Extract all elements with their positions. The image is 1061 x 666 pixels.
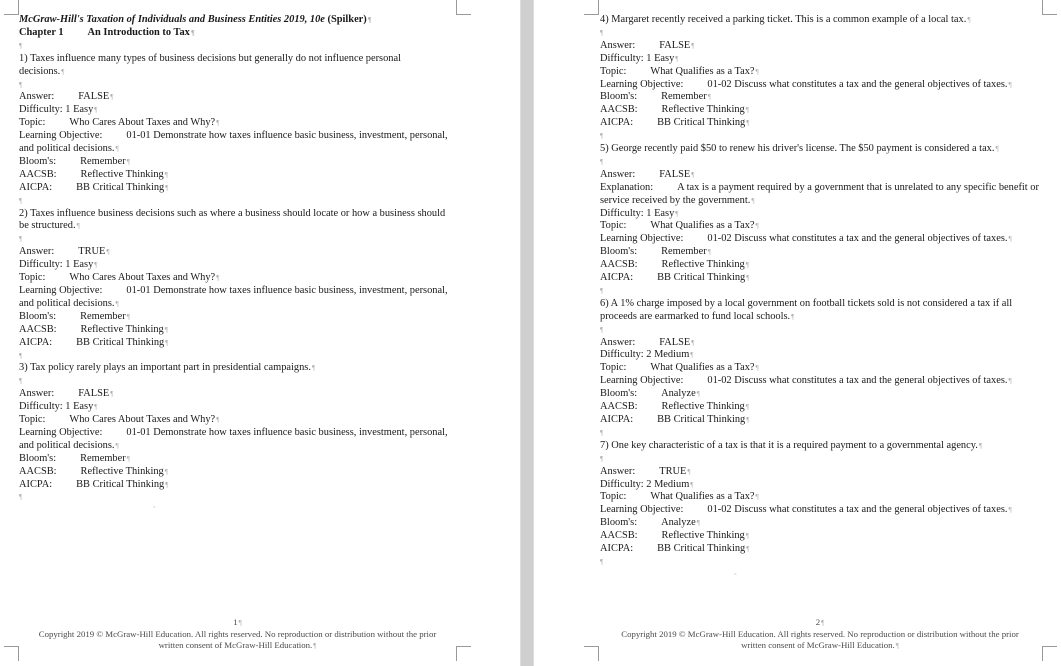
crop-mark (4, 646, 19, 661)
page-2-footer (600, 617, 1040, 652)
question-text: 2) Taxes influence business decisions such as where a business should locate or how a business should be structured.¶ (19, 207, 446, 232)
paragraph-mark: ¶ (600, 557, 604, 566)
page-gap-shade (521, 0, 533, 666)
objective-line: Learning Objective: 01-02 Discuss what constitutes a tax and the general objectives of taxes.¶ (600, 233, 1012, 245)
paragraph-mark: ¶ (19, 196, 23, 205)
paragraph-mark: ¶ (19, 235, 23, 244)
answer-line: Answer: TRUE¶ (19, 246, 110, 258)
objective-line: Learning Objective: 01-02 Discuss what constitutes a tax and the general objectives of taxes.¶ (600, 78, 1012, 90)
aicpa-line: AICPA: BB Critical Thinking¶ (19, 336, 169, 348)
paragraph-mark: ¶ (600, 28, 604, 37)
crop-mark (1042, 0, 1057, 15)
aacsb-line: AACSB: Reflective Thinking¶ (600, 259, 749, 271)
answer-line: Answer: FALSE¶ (600, 336, 695, 348)
document-title: McGraw-Hill's Taxation of Individuals and Business Entities 2019, 10e (Spilker)¶ (19, 14, 372, 25)
aacsb-line: AACSB: Reflective Thinking¶ (19, 323, 168, 335)
paragraph-mark: ¶ (600, 454, 604, 463)
blooms-line: Bloom's: Analyze¶ (600, 388, 700, 400)
paragraph-mark: ¶ (19, 493, 23, 502)
blooms-line: Bloom's: Remember¶ (600, 246, 711, 258)
paragraph-mark: ¶ (19, 351, 23, 360)
blooms-line: Bloom's: Remember¶ (19, 310, 130, 322)
answer-line: Answer: FALSE¶ (19, 388, 114, 400)
question-text: 1) Taxes influence many types of business decisions but generally do not influence personal decisions.¶ (19, 52, 401, 77)
question-text: 6) A 1% charge imposed by a local government on football tickets sold is not considered a tax if all proceeds are earmarked to fund local schools.¶ (600, 297, 1013, 322)
topic-line: Topic: What Qualifies as a Tax?¶ (600, 362, 759, 374)
difficulty-line: Difficulty: 2 Medium¶ (600, 349, 694, 361)
question-text: 4) Margaret recently received a parking ticket. This is a common example of a local tax.¶ (600, 14, 971, 25)
difficulty-line: Difficulty: 1 Easy¶ (19, 259, 98, 271)
aacsb-line: AACSB: Reflective Thinking¶ (19, 168, 168, 180)
objective-line: Learning Objective: 01-02 Discuss what constitutes a tax and the general objectives of taxes.¶ (600, 504, 1012, 516)
crop-mark (584, 646, 599, 661)
topic-line: Topic: Who Cares About Taxes and Why?¶ (19, 414, 220, 425)
objective-line: Learning Objective: 01-01 Demonstrate how taxes influence basic business, investment, personal, and political decisions.¶ (19, 130, 448, 155)
answer-line: Answer: FALSE¶ (19, 91, 114, 103)
footer-consent: written consent of McGraw-Hill Education.¶ (741, 640, 899, 650)
topic-line: Topic: What Qualifies as a Tax?¶ (600, 65, 759, 77)
question-text: 5) George recently paid $50 to renew his driver's license. The $50 payment is considered a tax.¶ (600, 143, 999, 155)
aicpa-line: AICPA: BB Critical Thinking¶ (600, 543, 750, 555)
page-number: 2¶ (815, 617, 825, 627)
objective-line: Learning Objective: 01-01 Demonstrate how taxes influence basic business, investment, personal, and political decisions.¶ (19, 284, 448, 309)
topic-line: Topic: What Qualifies as a Tax?¶ (600, 491, 759, 503)
objective-line: Learning Objective: 01-02 Discuss what constitutes a tax and the general objectives of taxes.¶ (600, 375, 1012, 387)
answer-line: Answer: FALSE¶ (600, 168, 695, 180)
difficulty-line: Difficulty: 2 Medium¶ (600, 478, 694, 490)
explanation-line: Explanation: A tax is a payment required by a government that is unrelated to any specific benefit or service received by the government.¶ (600, 181, 1039, 206)
aacsb-line: AACSB: Reflective Thinking¶ (19, 465, 168, 477)
footer-copyright: Copyright 2019 © McGraw-Hill Education. All rights reserved. No reproduction or distribution without the prior (38, 629, 437, 639)
page-1-content (19, 14, 449, 504)
page-1-footer (20, 617, 455, 652)
aacsb-line: AACSB: Reflective Thinking¶ (600, 530, 749, 542)
chapter-heading: Chapter 1 An Introduction to Tax¶ (19, 26, 195, 38)
topic-line: Topic: What Qualifies as a Tax?¶ (600, 220, 759, 232)
blooms-line: Bloom's: Remember¶ (19, 452, 130, 464)
paragraph-mark: ¶ (600, 325, 604, 334)
paragraph-mark: ¶ (19, 377, 23, 386)
question-text: 3) Tax policy rarely plays an important part in presidential campaigns.¶ (19, 362, 316, 374)
aacsb-line: AACSB: Reflective Thinking¶ (600, 104, 749, 116)
paragraph-mark: ¶ (600, 157, 604, 166)
aicpa-line: AICPA: BB Critical Thinking¶ (600, 117, 750, 129)
page-2-content (600, 14, 1040, 569)
aacsb-line: AACSB: Reflective Thinking¶ (600, 401, 749, 413)
paragraph-mark: ¶ (19, 80, 23, 89)
topic-line: Topic: Who Cares About Taxes and Why?¶ (19, 117, 220, 129)
section-mark: ◦ (153, 503, 156, 511)
footer-copyright: Copyright 2019 © McGraw-Hill Education. All rights reserved. No reproduction or distribution without the prior (621, 629, 1019, 639)
answer-line: Answer: FALSE¶ (600, 39, 695, 51)
page-number: 1¶ (233, 617, 242, 627)
answer-line: Answer: TRUE¶ (600, 465, 691, 477)
crop-mark (584, 0, 599, 15)
blooms-line: Bloom's: Remember¶ (19, 155, 130, 167)
paragraph-mark: ¶ (600, 428, 604, 437)
crop-mark (1042, 646, 1057, 661)
difficulty-line: Difficulty: 1 Easy¶ (600, 52, 679, 64)
topic-line: Topic: Who Cares About Taxes and Why?¶ (19, 272, 220, 284)
aicpa-line: AICPA: BB Critical Thinking¶ (19, 478, 169, 490)
aicpa-line: AICPA: BB Critical Thinking¶ (600, 414, 750, 426)
document-page-1[interactable] (0, 0, 520, 666)
difficulty-line: Difficulty: 1 Easy¶ (19, 401, 98, 413)
blooms-line: Bloom's: Remember¶ (600, 91, 711, 103)
aicpa-line: AICPA: BB Critical Thinking¶ (600, 272, 750, 284)
crop-mark (456, 646, 471, 661)
paragraph-mark: ¶ (19, 41, 23, 50)
section-mark: ◦ (734, 570, 737, 578)
aicpa-line: AICPA: BB Critical Thinking¶ (19, 181, 169, 193)
objective-line: Learning Objective: 01-01 Demonstrate how taxes influence basic business, investment, personal, and political decisions.¶ (19, 426, 448, 451)
blooms-line: Bloom's: Analyze¶ (600, 517, 700, 529)
difficulty-line: Difficulty: 1 Easy¶ (19, 104, 98, 116)
difficulty-line: Difficulty: 1 Easy¶ (600, 207, 679, 219)
question-text: 7) One key characteristic of a tax is that it is a required payment to a governmental agency.¶ (600, 439, 983, 451)
crop-mark (456, 0, 471, 15)
document-page-2[interactable] (534, 0, 1061, 666)
crop-mark (4, 0, 19, 15)
paragraph-mark: ¶ (600, 286, 604, 295)
footer-consent: written consent of McGraw-Hill Education.¶ (158, 640, 317, 650)
paragraph-mark: ¶ (600, 132, 604, 141)
